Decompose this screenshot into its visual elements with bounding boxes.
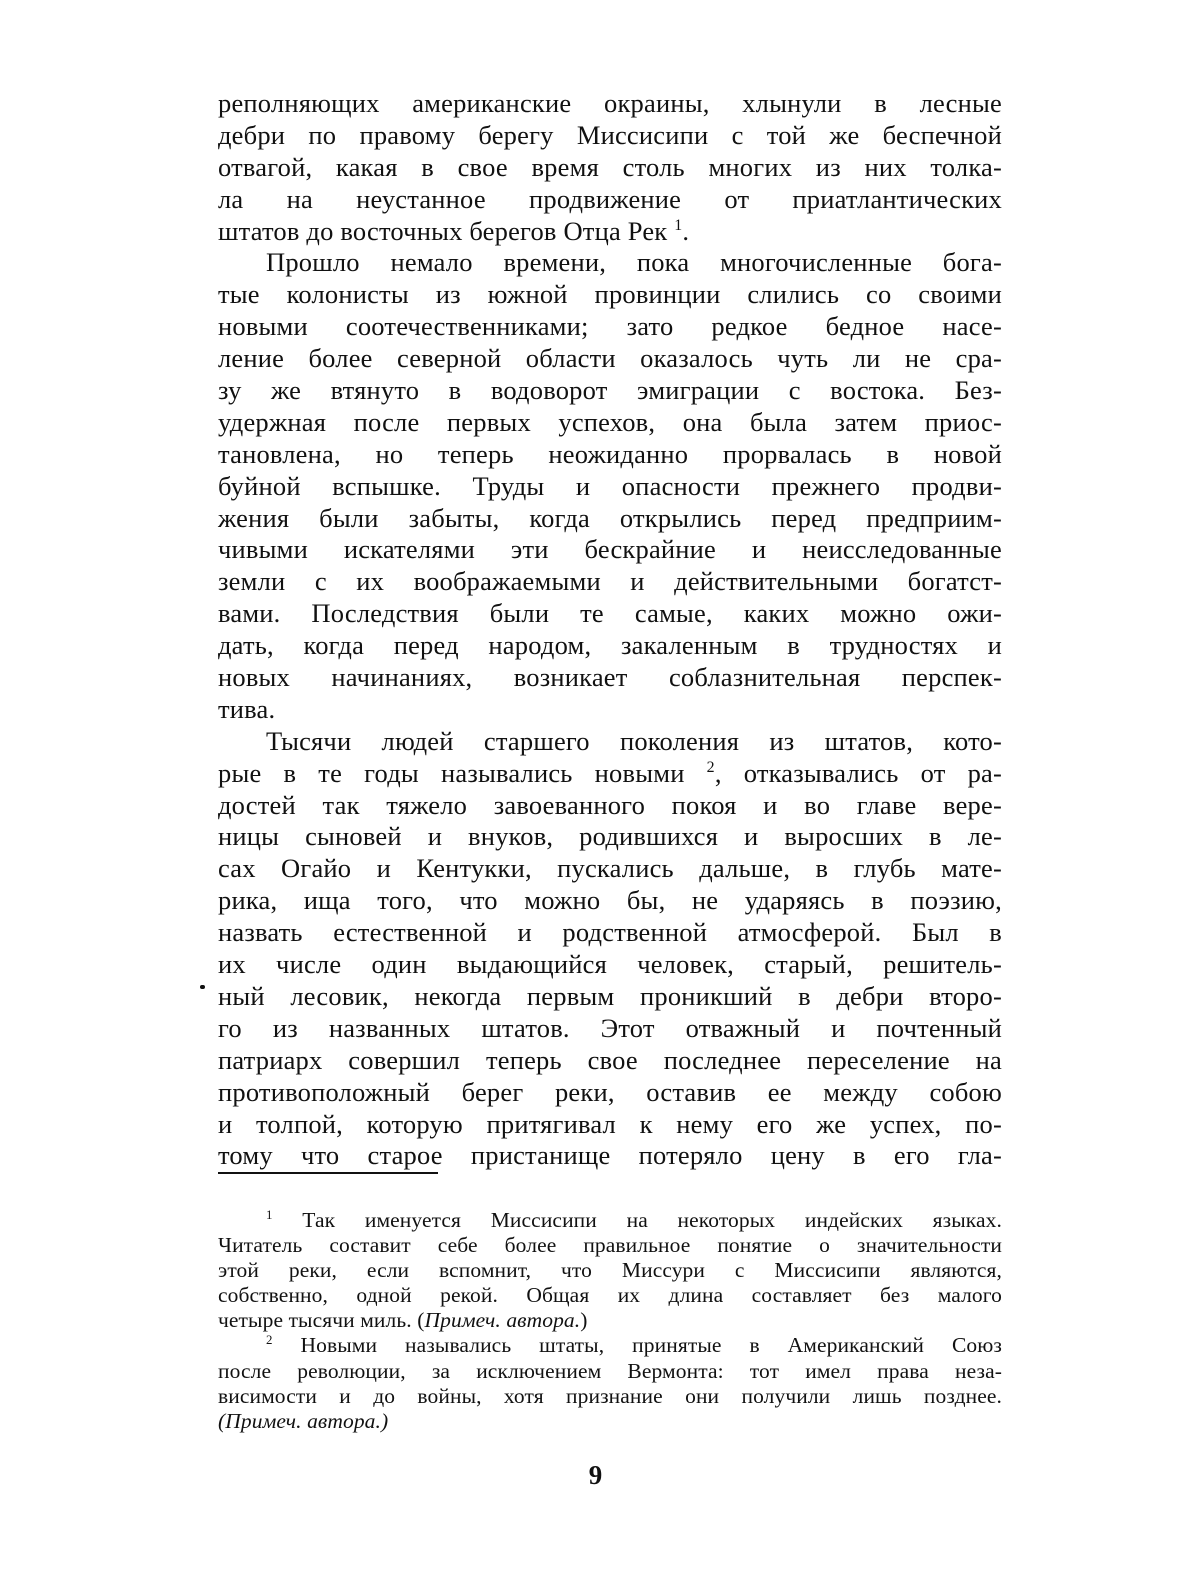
text-line: зу же втянуто в водоворот эмиграции с востока. Без- [218, 375, 1002, 406]
page-number: 9 [588, 1460, 603, 1490]
text-line: тому что старое пристанище потеряло цену в его гла- [218, 1140, 1002, 1171]
text-line: ный лесовик, некогда первым проникший в дебри второ- [218, 980, 1002, 1011]
footnote-line: $^1$ Так именуется Миссисипи на некоторых индейских языках. [266, 1207, 1002, 1232]
text-line: тановлена, но теперь неожиданно прорвалась в новой [218, 438, 1002, 469]
text-line: Прошло немало времени, пока многочисленные бога- [266, 247, 1002, 278]
footnote-line: после революции, за исключением Вермонта: тот имел права неза- [218, 1358, 1002, 1383]
text-line: буйной вспышке. Труды и опасности прежнего продви- [218, 470, 1002, 501]
text-line: реполняющих американские окраины, хлынули в лесные [218, 88, 1002, 118]
footnote-ref-1[interactable]: 1 [674, 216, 683, 234]
text-line: противоположный берег реки, оставив ее между собою [218, 1076, 1002, 1107]
text-line: и толпой, которую притягивал к нему его же успех, по- [218, 1108, 1002, 1139]
text-line: рые в те годы назывались новыми $^2$, отказывались от ра- [218, 757, 1003, 788]
text-line: го из названных штатов. Этот отважный и почтенный [218, 1012, 1002, 1043]
text-line: назвать естественной и родственной атмосферой. Был в [218, 917, 1002, 948]
footnote-ref-2[interactable]: 2 [706, 758, 715, 776]
footnote-line: (Примеч. автора.) [218, 1408, 389, 1433]
main-text [218, 88, 1002, 1172]
text-line: ла на неустанное продвижение от приатлантических [218, 183, 1002, 214]
footnote-line: $^2$ Новыми назывались штаты, принятые в Американский Союз [266, 1333, 1002, 1358]
text-line: штатов до восточных берегов Отца Рек $^1$. [218, 215, 690, 246]
text-line: вами. Последствия были те самые, каких можно ожи- [218, 598, 1002, 629]
text-line: достей так тяжело завоеванного покоя и во главе вере- [218, 789, 1002, 820]
footnote-line: висимости и до войны, хотя признание они получили лишь позднее. [218, 1383, 1002, 1408]
text-line: рика, ища того, что можно бы, не ударяясь в поэзию, [218, 885, 1002, 916]
footnote-line: этой реки, если вспомнит, что Миссури с Миссисипи являются, [218, 1258, 1002, 1283]
text-line: земли с их воображаемыми и действительными богатст- [218, 566, 1002, 597]
footnote-divider [218, 1172, 438, 1174]
footnote-line: Читатель составит себе более правильное понятие о значительности [218, 1233, 1002, 1258]
text-line: тива. [218, 693, 276, 724]
text-line: жения были забыты, когда открылись перед предприим- [218, 502, 1002, 533]
footnote-marker-2: 2 [266, 1333, 273, 1348]
text-line: дебри по правому берегу Миссисипи с той же беспечной [218, 119, 1002, 150]
footnote-line: четыре тысячи миль. (Примеч. автора.) [218, 1308, 588, 1333]
text-line: удержная после первых успехов, она была затем приос- [218, 406, 1002, 437]
text-line: новых начинаниях, возникает соблазнительная перспек- [218, 662, 1002, 693]
text-line: Тысячи людей старшего поколения из штатов, кото- [266, 725, 1002, 756]
text-line: новыми соотечественниками; зато редкое бедное насе- [218, 311, 1002, 342]
text-line: тые колонисты из южной провинции слились со своими [218, 279, 1002, 310]
text-line: дать, когда перед народом, закаленным в трудностях и [218, 630, 1002, 661]
text-line: чивыми искателями эти бескрайние и неисследованные [218, 534, 1002, 565]
text-line: их числе один выдающийся человек, старый, решитель- [218, 949, 1002, 980]
footnote-line: собственно, одной рекой. Общая их длина составляет без малого [218, 1283, 1002, 1308]
stray-ink-mark [200, 985, 205, 989]
text-line: ление более северной области оказалось чуть ли не сра- [218, 343, 1002, 374]
footnotes [218, 1208, 1002, 1434]
footnote-marker-1: 1 [266, 1207, 273, 1222]
text-line: отвагой, какая в свое время столь многих из них толка- [218, 151, 1002, 182]
text-line: ницы сыновей и внуков, родившихся и выросших в ле- [218, 821, 1002, 852]
text-line: сах Огайо и Кентукки, пускались дальше, в глубь мате- [218, 853, 1002, 884]
text-line: патриарх совершил теперь свое последнее переселение на [218, 1044, 1002, 1075]
